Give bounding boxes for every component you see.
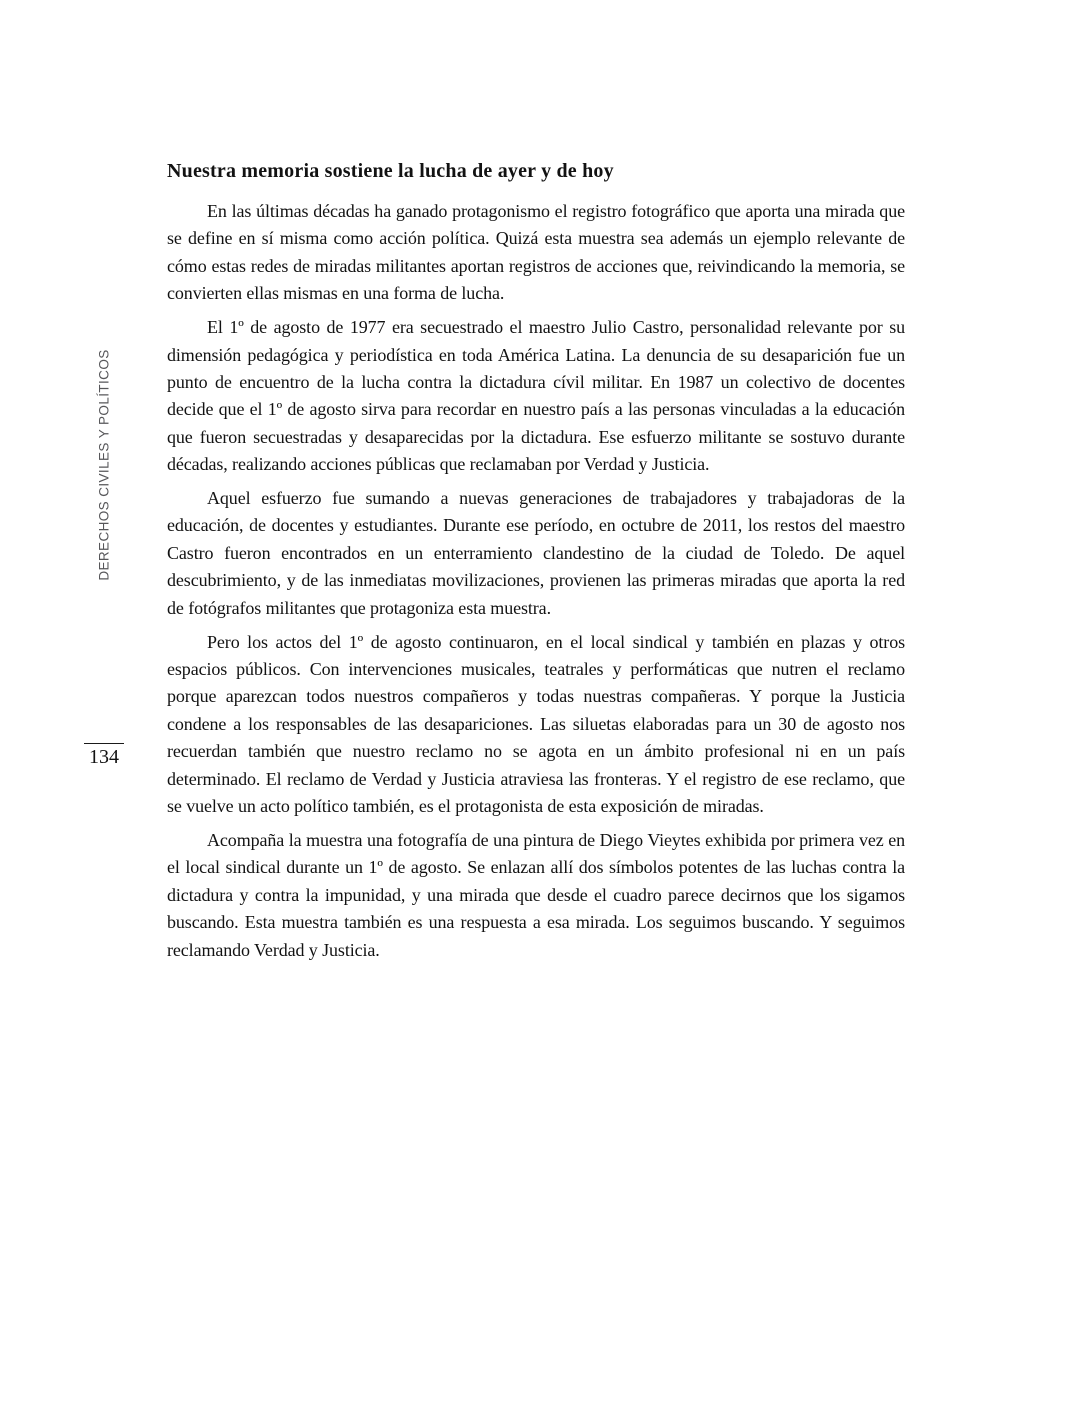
article-body <box>167 158 905 970</box>
article-paragraph-3: Aquel esfuerzo fue sumando a nuevas generaciones de trabajadores y trabajadoras de la educación, de docentes y estudiantes. Durante ese período, en octubre de 2011, los restos del maestro Castro fueron encontrados en un enterramiento clandestino de la ciudad de Toledo. De aquel descubrimiento, y de las inmediatas movilizaciones, provienen las primeras miradas que aporta la red de fotógrafos militantes que protagoniza esta muestra. <box>167 488 905 618</box>
section-sidebar-label-text: DERECHOS CIVILES Y POLÍTICOS <box>96 349 112 581</box>
article-paragraph-1: En las últimas décadas ha ganado protagonismo el registro fotográfico que aporta una mirada que se define en sí misma como acción política. Quizá esta muestra sea además un ejemplo relevante de cómo estas redes de miradas militantes aportan registros de acciones que, reivindicando la memoria, se convierten ellas mismas en una forma de lucha. <box>167 201 905 304</box>
page-number: 134 <box>89 746 119 768</box>
article-paragraph-4: Pero los actos del 1º de agosto continuaron, en el local sindical y también en plazas y otros espacios públicos. Con intervenciones musicales, teatrales y performáticas que nutren el reclamo porque aparezcan todos nuestros compañeros y todas nuestras compañeras. Y porque la Justicia condene a los responsables de las desapariciones. Las siluetas elaboradas para un 30 de agosto nos recuerdan también que nuestro reclamo no se agota en un ámbito profesional ni en un país determinado. El reclamo de Verdad y Justicia atraviesa las fronteras. Y el registro de ese reclamo, que se vuelve un acto político también, es el protagonista de esta exposición de miradas. <box>167 631 905 817</box>
page-number-block <box>84 743 124 769</box>
article-title: Nuestra memoria sostiene la lucha de ayer y de hoy <box>167 160 614 182</box>
article-paragraph-2: El 1º de agosto de 1977 era secuestrado el maestro Julio Castro, personalidad relevante por su dimensión pedagógica y periodística en toda América Latina. La denuncia de su desaparición fue un punto de encuentro de la lucha contra la dictadura cívil militar. En 1987 un colectivo de docentes decide que el 1º de agosto sirva para recordar en nuestro país a las personas vinculadas a la educación que fueron secuestradas y desaparecidas por la dictadura. Ese esfuerzo militante se sostuvo durante décadas, realizando acciones públicas que reclamaban por Verdad y Justicia. <box>167 317 905 475</box>
article-paragraph-5: Acompaña la muestra una fotografía de una pintura de Diego Vieytes exhibida por primera vez en el local sindical durante un 1º de agosto. Se enlazan allí dos símbolos potentes de las luchas contra la dictadura y contra la impunidad, y una mirada que desde el cuadro parece decirnos que los sigamos buscando. Esta muestra también es una respuesta a esa mirada. Los seguimos buscando. Y seguimos reclamando Verdad y Justicia. <box>167 829 905 960</box>
